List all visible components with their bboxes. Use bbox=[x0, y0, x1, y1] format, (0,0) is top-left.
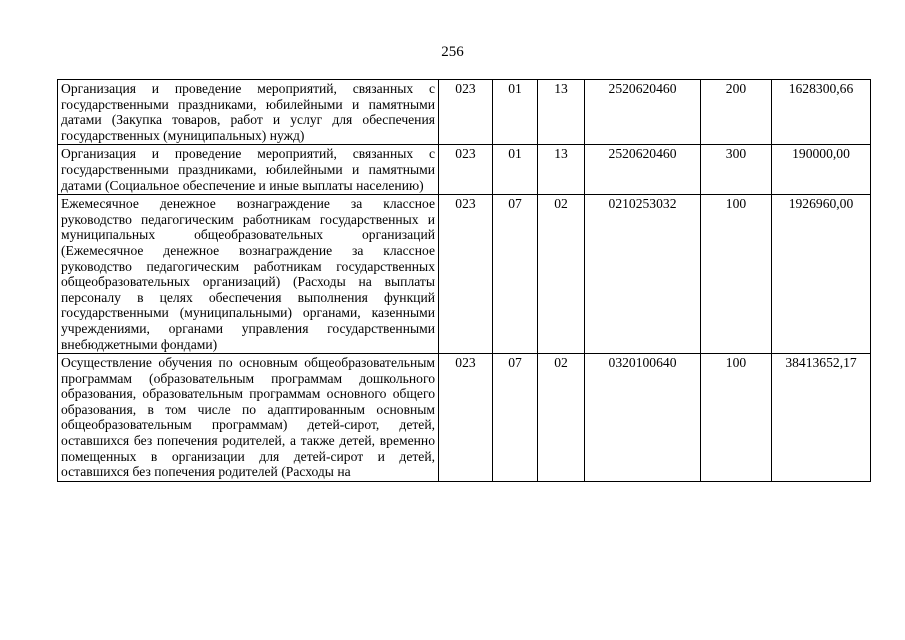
row-description: Организация и проведение мероприятий, связанных с государственными праздниками, юбилейными и памятными датами (Закупка товаров, работ и услуг для обеспечения государственных (муниципальных) нужд) bbox=[58, 80, 439, 145]
table-row bbox=[58, 354, 871, 482]
row-grbs-code: 023 bbox=[439, 80, 493, 145]
row-expense-type: 100 bbox=[701, 195, 772, 354]
row-amount: 1628300,66 bbox=[772, 80, 871, 145]
budget-table bbox=[57, 79, 871, 482]
row-target-article: 0210253032 bbox=[585, 195, 701, 354]
table-row bbox=[58, 80, 871, 145]
row-expense-type: 100 bbox=[701, 354, 772, 482]
table-row bbox=[58, 145, 871, 195]
row-grbs-code: 023 bbox=[439, 195, 493, 354]
row-expense-type: 300 bbox=[701, 145, 772, 195]
row-target-article: 2520620460 bbox=[585, 145, 701, 195]
row-target-article: 2520620460 bbox=[585, 80, 701, 145]
table-row bbox=[58, 195, 871, 354]
row-section-code: 07 bbox=[493, 354, 538, 482]
row-grbs-code: 023 bbox=[439, 145, 493, 195]
row-subsection-code: 13 bbox=[538, 145, 585, 195]
row-amount: 190000,00 bbox=[772, 145, 871, 195]
row-description: Организация и проведение мероприятий, связанных с государственными праздниками, юбилейными и памятными датами (Социальное обеспечение и иные выплаты населению) bbox=[58, 145, 439, 195]
row-description: Ежемесячное денежное вознаграждение за классное руководство педагогическим работникам государственных и муниципальных общеобразовательных организаций (Ежемесячное денежное вознаграждение за классное руководство педагогическим работникам государственных общеобразовательных организаций) (Расходы на выплаты персоналу в целях обеспечения выполнения функций государственными (муниципальными) органами, казенными учреждениями, органами управления государственными внебюджетными фондами) bbox=[58, 195, 439, 354]
row-amount: 1926960,00 bbox=[772, 195, 871, 354]
row-description: Осуществление обучения по основным общеобразовательным программам (образовательным программам дошкольного образования, образовательным программам основного общего образования, в том числе по адаптированным основным общеобразовательным программам) детей-сирот, детей, оставшихся без попечения родителей, а также детей, временно помещенных в организации для детей-сирот и детей, оставшихся без попечения родителей (Расходы на bbox=[58, 354, 439, 482]
row-amount: 38413652,17 bbox=[772, 354, 871, 482]
row-section-code: 01 bbox=[493, 145, 538, 195]
page-number: 256 bbox=[441, 44, 464, 60]
row-subsection-code: 02 bbox=[538, 195, 585, 354]
row-grbs-code: 023 bbox=[439, 354, 493, 482]
row-expense-type: 200 bbox=[701, 80, 772, 145]
row-subsection-code: 02 bbox=[538, 354, 585, 482]
row-target-article: 0320100640 bbox=[585, 354, 701, 482]
row-section-code: 07 bbox=[493, 195, 538, 354]
row-subsection-code: 13 bbox=[538, 80, 585, 145]
row-section-code: 01 bbox=[493, 80, 538, 145]
